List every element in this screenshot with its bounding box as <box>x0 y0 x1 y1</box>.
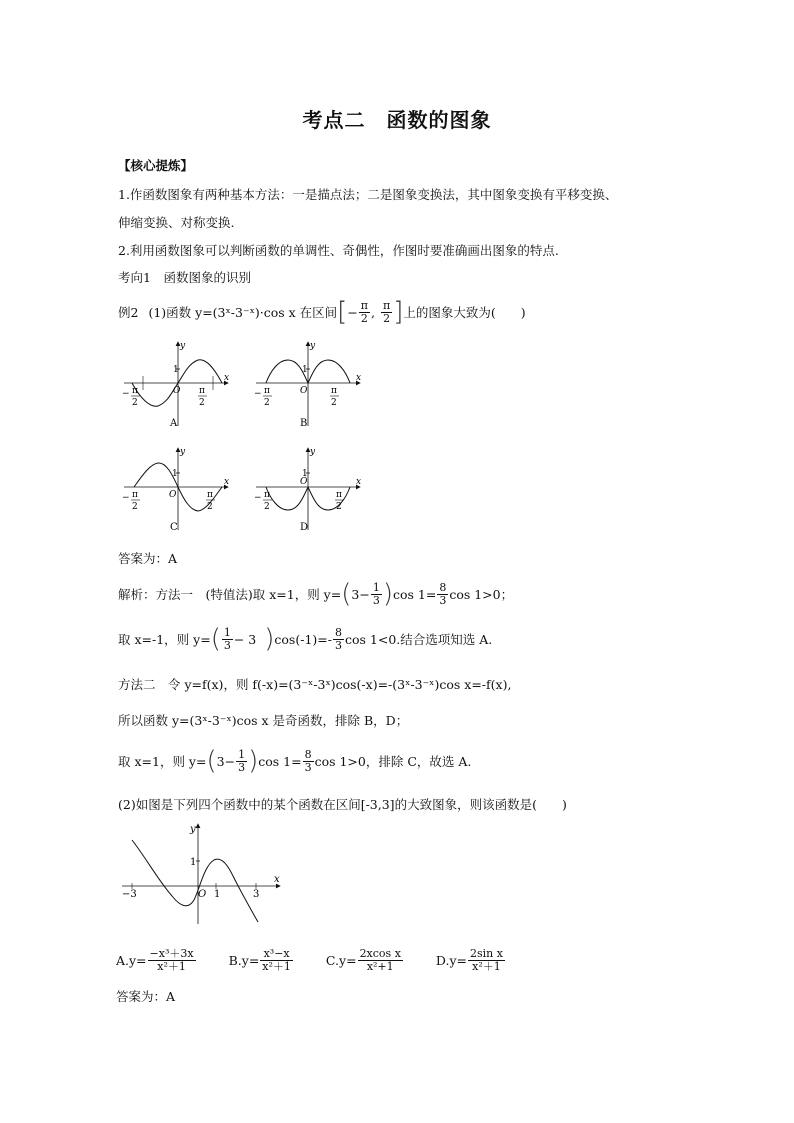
fraction-eight-thirds: $\frac{8}{3}$ <box>334 625 342 652</box>
svg-text:y: y <box>180 341 186 351</box>
fraction-one-third: $\frac{1}{3}$ <box>223 625 231 652</box>
svg-text:π: π <box>331 386 337 396</box>
svg-text:1: 1 <box>302 365 308 375</box>
svg-text:2: 2 <box>336 502 342 512</box>
svg-text:π: π <box>264 386 270 396</box>
svg-text:O: O <box>173 386 181 396</box>
svg-text:x: x <box>356 477 362 487</box>
option-graphs <box>110 336 370 536</box>
analysis-5-term: 3− <box>216 753 236 769</box>
example-label: 例2 <box>118 305 139 320</box>
answer-2: 答案为：A <box>116 989 176 1004</box>
svg-text:1: 1 <box>172 469 178 479</box>
svg-text:1: 1 <box>173 365 179 375</box>
analysis-1-suffix: cos 1>0； <box>449 587 514 602</box>
analysis-2-mid: cos(-1)=- <box>274 631 332 647</box>
analysis-line-3: 方法二 令 y=f(x)，则 f(-x)=(3⁻ˣ-3ˣ)cos(-x)=-(3ˣ-3⁻ˣ)cos x=-f(x), <box>118 677 512 692</box>
option-a-fraction: $\frac{\text{−x³＋3x}}{\text{x²＋1}}$ <box>149 946 194 973</box>
analysis-5-mid: cos 1= <box>258 753 302 769</box>
svg-text:x: x <box>224 373 230 383</box>
svg-text:−: − <box>254 389 262 399</box>
svg-text:π: π <box>264 490 270 500</box>
core-point-1b: 伸缩变换、对称变换. <box>118 215 235 230</box>
svg-text:x: x <box>356 373 362 383</box>
svg-text:y: y <box>310 341 316 351</box>
svg-text:B: B <box>300 418 308 429</box>
option-d <box>436 948 506 973</box>
svg-text:2: 2 <box>264 502 270 512</box>
svg-text:C: C <box>170 522 178 533</box>
question-1-prefix: (1)函数 y=(3ˣ-3⁻ˣ)·cos x 在区间 <box>148 305 338 320</box>
answer-1: 答案为：A <box>118 551 178 566</box>
option-b-fraction: $\frac{\text{x³−x}}{\text{x²＋1}}$ <box>262 946 291 973</box>
svg-text:2: 2 <box>199 398 205 408</box>
svg-text:π: π <box>132 386 138 396</box>
analysis-5-prefix: 取 x=1，则 y= <box>118 754 207 769</box>
option-d-label: D.y= <box>435 952 467 968</box>
svg-text:y: y <box>310 447 316 457</box>
interval-left-fraction: $\frac{\pi}{2}$ <box>360 298 369 325</box>
analysis-2-term: − 3 <box>233 631 257 647</box>
svg-text:O: O <box>169 490 177 500</box>
svg-text:2: 2 <box>264 398 270 408</box>
svg-text:A: A <box>170 418 178 429</box>
svg-text:1: 1 <box>214 889 221 900</box>
svg-text:π: π <box>199 386 205 396</box>
fraction-one-third: $\frac{1}{3}$ <box>238 747 246 774</box>
option-a <box>116 948 197 973</box>
direction-heading: 考向1 函数图象的识别 <box>118 270 251 285</box>
svg-text:O: O <box>300 386 308 396</box>
analysis-1-mid: cos 1= <box>392 586 437 602</box>
analysis-1-prefix: 解析：方法一 (特值法)取 x=1，则 y= <box>118 587 342 602</box>
analysis-2-prefix: 取 x=-1，则 y= <box>118 632 211 647</box>
svg-text:2: 2 <box>132 398 138 408</box>
option-d-fraction: $\frac{\text{2sin x}}{\text{x²＋1}}$ <box>470 946 503 973</box>
graph-d <box>254 447 361 533</box>
interval-minus: − <box>347 304 358 320</box>
analysis-5-suffix: cos 1>0，排除 C，故选 A. <box>314 754 472 769</box>
graph-c <box>122 447 229 533</box>
analysis-line-4: 所以函数 y=(3ˣ-3⁻ˣ)cos x 是奇函数，排除 B，D； <box>118 713 409 728</box>
svg-text:O: O <box>198 889 207 900</box>
question-1-suffix: 上的图象大致为( ) <box>403 305 526 320</box>
svg-text:−: − <box>122 389 130 399</box>
svg-text:x: x <box>274 874 280 885</box>
analysis-line-2: 取 x=-1，则 y= ( $\frac{1}{3}$ − 3 ) cos(-1)=- $\frac{8}{3}$ cos 1<0.结合选项知选 A. <box>118 624 493 654</box>
svg-text:π: π <box>132 490 138 500</box>
option-b <box>229 948 294 973</box>
graph-b <box>254 341 361 429</box>
fraction-one-third: $\frac{1}{3}$ <box>372 580 380 607</box>
svg-text:π: π <box>336 490 342 500</box>
svg-text:1: 1 <box>190 857 197 868</box>
option-c-label: C.y= <box>325 952 357 968</box>
analysis-1-term: 3− <box>351 586 370 602</box>
example-2-question <box>118 294 526 330</box>
core-point-1a: 1.作函数图象有两种基本方法：一是描点法；二是图象变换法，其中图象变换有平移变换、 <box>118 187 618 202</box>
svg-text:x: x <box>224 477 230 487</box>
svg-text:O: O <box>300 477 308 487</box>
svg-text:−: − <box>122 493 130 503</box>
svg-text:−: − <box>254 493 262 503</box>
fraction-eight-thirds: $\frac{8}{3}$ <box>439 580 447 607</box>
svg-text:π: π <box>207 490 213 500</box>
svg-text:D: D <box>300 522 309 533</box>
analysis-2-suffix: cos 1<0.结合选项知选 A. <box>344 632 493 647</box>
analysis-line-5: 取 x=1，则 y= ( 3− $\frac{1}{3}$ ) cos 1= $\frac{8}{3}$ cos 1>0，排除 C，故选 A. <box>118 746 472 776</box>
core-point-2: 2.利用函数图象可以判断函数的单调性、奇偶性，作图时要准确画出图象的特点. <box>118 243 559 258</box>
interval-comma: , <box>371 304 376 320</box>
svg-text:2: 2 <box>207 502 213 512</box>
page-title: 考点二 函数的图象 <box>302 108 492 132</box>
question-2-graph <box>116 820 286 928</box>
svg-text:2: 2 <box>331 398 337 408</box>
svg-text:2: 2 <box>132 502 138 512</box>
left-bracket: [ <box>337 297 348 327</box>
option-b-label: B.y= <box>228 952 260 968</box>
core-heading: 【核心提炼】 <box>118 158 194 173</box>
fraction-eight-thirds: $\frac{8}{3}$ <box>304 747 312 774</box>
svg-text:y: y <box>190 824 196 835</box>
option-c <box>326 948 404 973</box>
question-2-options <box>116 942 506 978</box>
svg-text:1: 1 <box>302 469 308 479</box>
option-a-label: A.y= <box>116 952 147 968</box>
svg-text:y: y <box>180 447 186 457</box>
option-c-fraction: $\frac{\text{2xcos x}}{\text{x²+1}}$ <box>359 946 401 973</box>
right-bracket: ] <box>393 297 404 327</box>
interval-right-fraction: $\frac{\pi}{2}$ <box>383 298 391 325</box>
svg-text:3: 3 <box>253 889 260 900</box>
analysis-line-1: 解析：方法一 (特值法)取 x=1，则 y= ( 3− $\frac{1}{3}$ ) cos 1= $\frac{8}{3}$ cos 1>0； <box>118 579 514 609</box>
svg-text:−3: −3 <box>122 889 137 900</box>
question-2: (2)如图是下列四个函数中的某个函数在区间[-3,3]的大致图象，则该函数是( ) <box>118 797 567 812</box>
graph-a <box>122 341 229 429</box>
